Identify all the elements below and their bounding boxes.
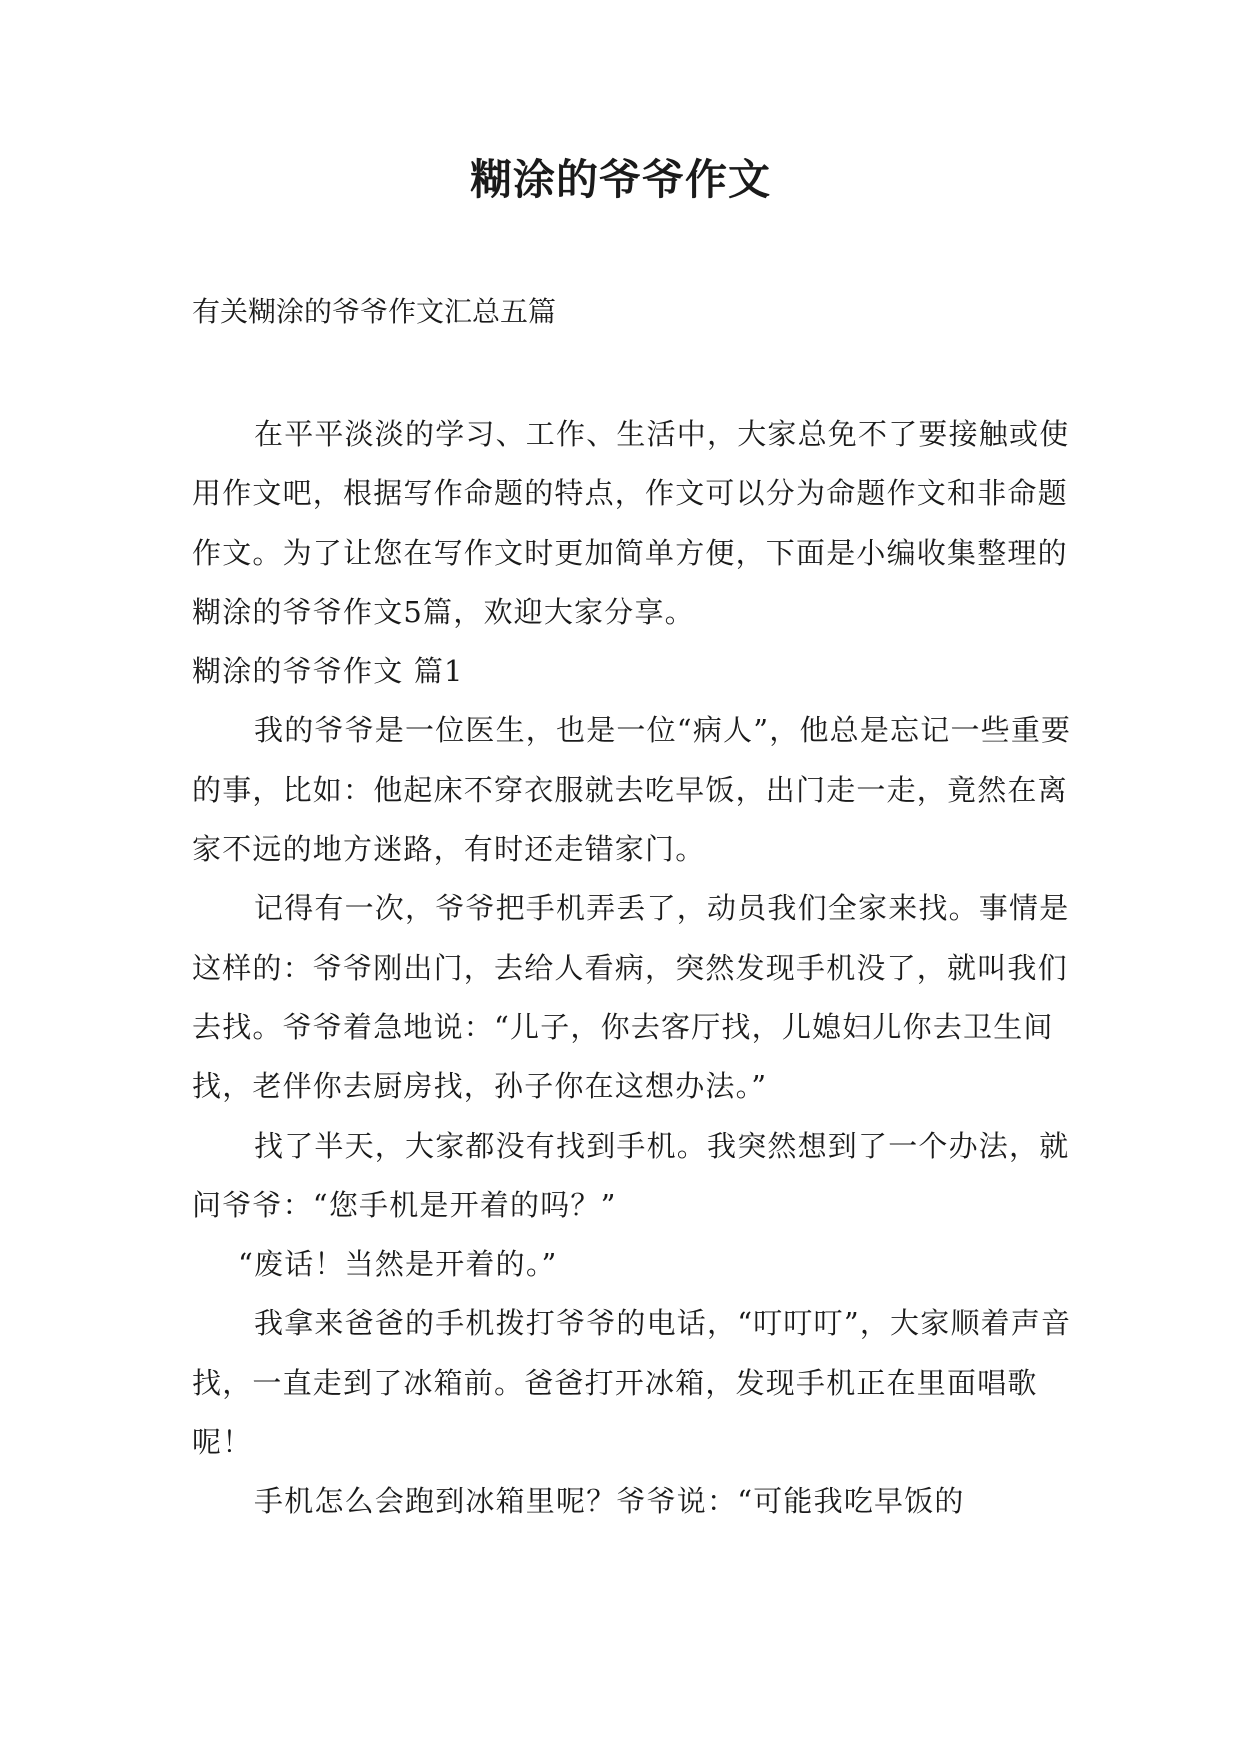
body-paragraph: 我的爷爷是一位医生，也是一位“病人”，他总是忘记一些重要的事，比如：他起床不穿衣服就去吃早饭，出门走一走，竟然在离家不远的地方迷路，有时还走错家门。 bbox=[192, 713, 1072, 867]
section-heading: 糊涂的爷爷作文 篇1 bbox=[192, 654, 464, 689]
body-paragraph: “废话！当然是开着的。” bbox=[238, 1247, 558, 1282]
body-paragraph: 记得有一次，爷爷把手机弄丢了，动员我们全家来找。事情是这样的：爷爷刚出门，去给人看病，突然发现手机没了，就叫我们去找。爷爷着急地说：“儿子，你去客厅找，儿媳妇儿你去卫生间找，老伴你去厨房找，孙子你在这想办法。” bbox=[192, 891, 1070, 1104]
document-subtitle: 有关糊涂的爷爷作文汇总五篇 bbox=[192, 295, 557, 328]
body-paragraph: 我拿来爸爸的手机拨打爷爷的电话，“叮叮叮”，大家顺着声音找，一直走到了冰箱前。爸爸打开冰箱，发现手机正在里面唱歌呢！ bbox=[192, 1306, 1072, 1460]
document-title: 糊涂的爷爷作文 bbox=[469, 155, 771, 204]
body-paragraph: 手机怎么会跑到冰箱里呢？爷爷说：“可能我吃早饭的 bbox=[254, 1484, 965, 1519]
document-body bbox=[192, 405, 1072, 1532]
body-paragraph: 找了半天，大家都没有找到手机。我突然想到了一个办法，就问爷爷：“您手机是开着的吗？” bbox=[192, 1128, 1070, 1222]
intro-paragraph: 在平平淡淡的学习、工作、生活中，大家总免不了要接触或使用作文吧，根据写作命题的特点，作文可以分为命题作文和非命题作文。为了让您在写作文时更加简单方便，下面是小编收集整理的糊涂的爷爷作文5篇，欢迎大家分享。 bbox=[192, 417, 1070, 629]
